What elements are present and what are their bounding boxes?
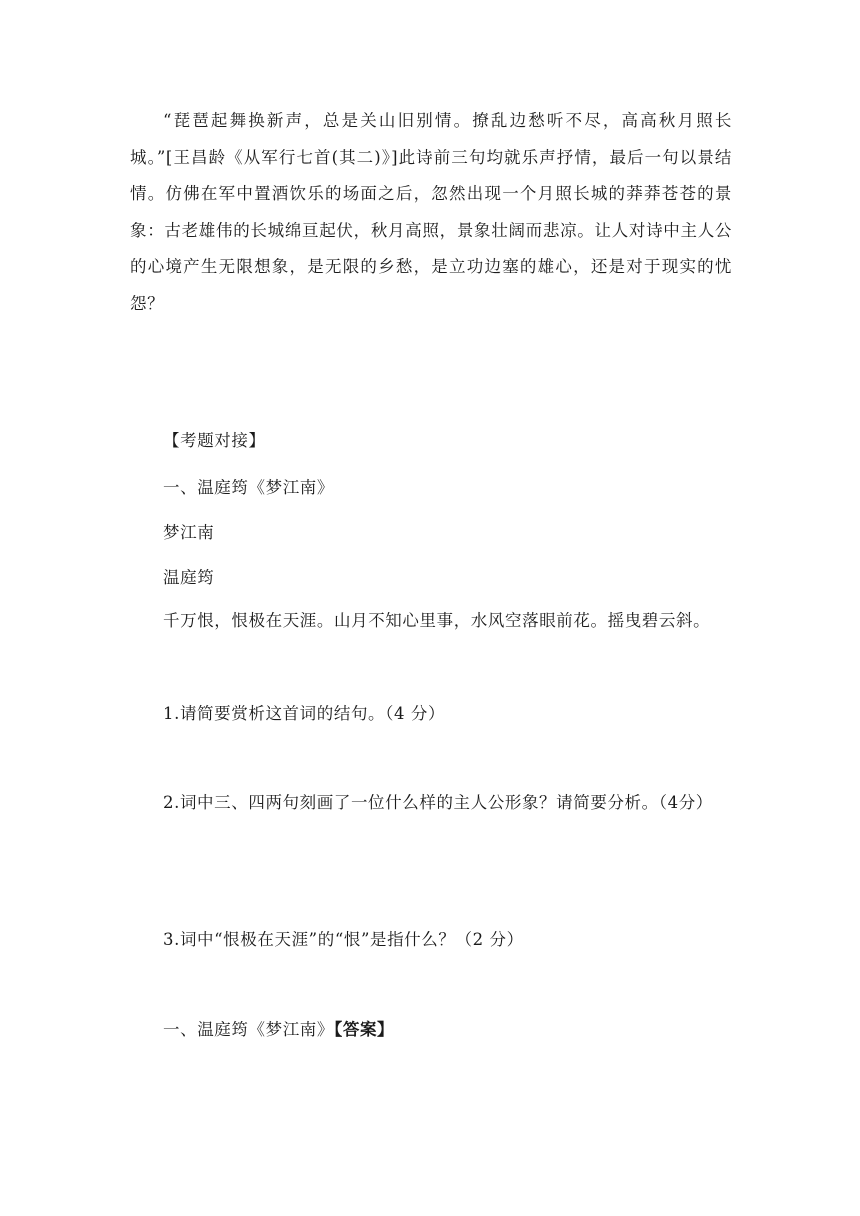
question-2: 2.词中三、四两句刻画了一位什么样的主人公形象？请简要分析。（4分） xyxy=(163,793,713,812)
question-1: 1.请简要赏析这首词的结句。（4 分） xyxy=(163,704,446,723)
section-heading: 【考题对接】 xyxy=(163,431,266,450)
poem-title: 梦江南 xyxy=(163,523,215,542)
answer-heading-label: 【答案】 xyxy=(334,1020,395,1039)
answer-heading-title: 一、温庭筠《梦江南》 xyxy=(163,1020,334,1039)
exercise-title: 一、温庭筠《梦江南》 xyxy=(163,478,334,497)
poem-author: 温庭筠 xyxy=(163,568,215,587)
answer-heading xyxy=(163,1018,394,1042)
intro-paragraph: “琵琶起舞换新声，总是关山旧别情。撩乱边愁听不尽，高高秋月照长城。”[王昌龄《从军行七首(其二)》]此诗前三句均就乐声抒情，最后一句以景结情。仿佛在军中置酒饮乐的场面之后，忽然出现一个月照长城的莽莽苍苍的景象：古老雄伟的长城绵亘起伏，秋月高照，景象壮阔而悲凉。让人对诗中主人公的心境产生无限想象，是无限的乡愁，是立功边塞的雄心，还是对于现实的忧怨？ xyxy=(130,111,732,313)
question-3: 3.词中“恨极在天涯”的“恨”是指什么？（2 分） xyxy=(163,930,524,949)
poem-text: 千万恨，恨极在天涯。山月不知心里事，水风空落眼前花。摇曳碧云斜。 xyxy=(163,611,711,630)
